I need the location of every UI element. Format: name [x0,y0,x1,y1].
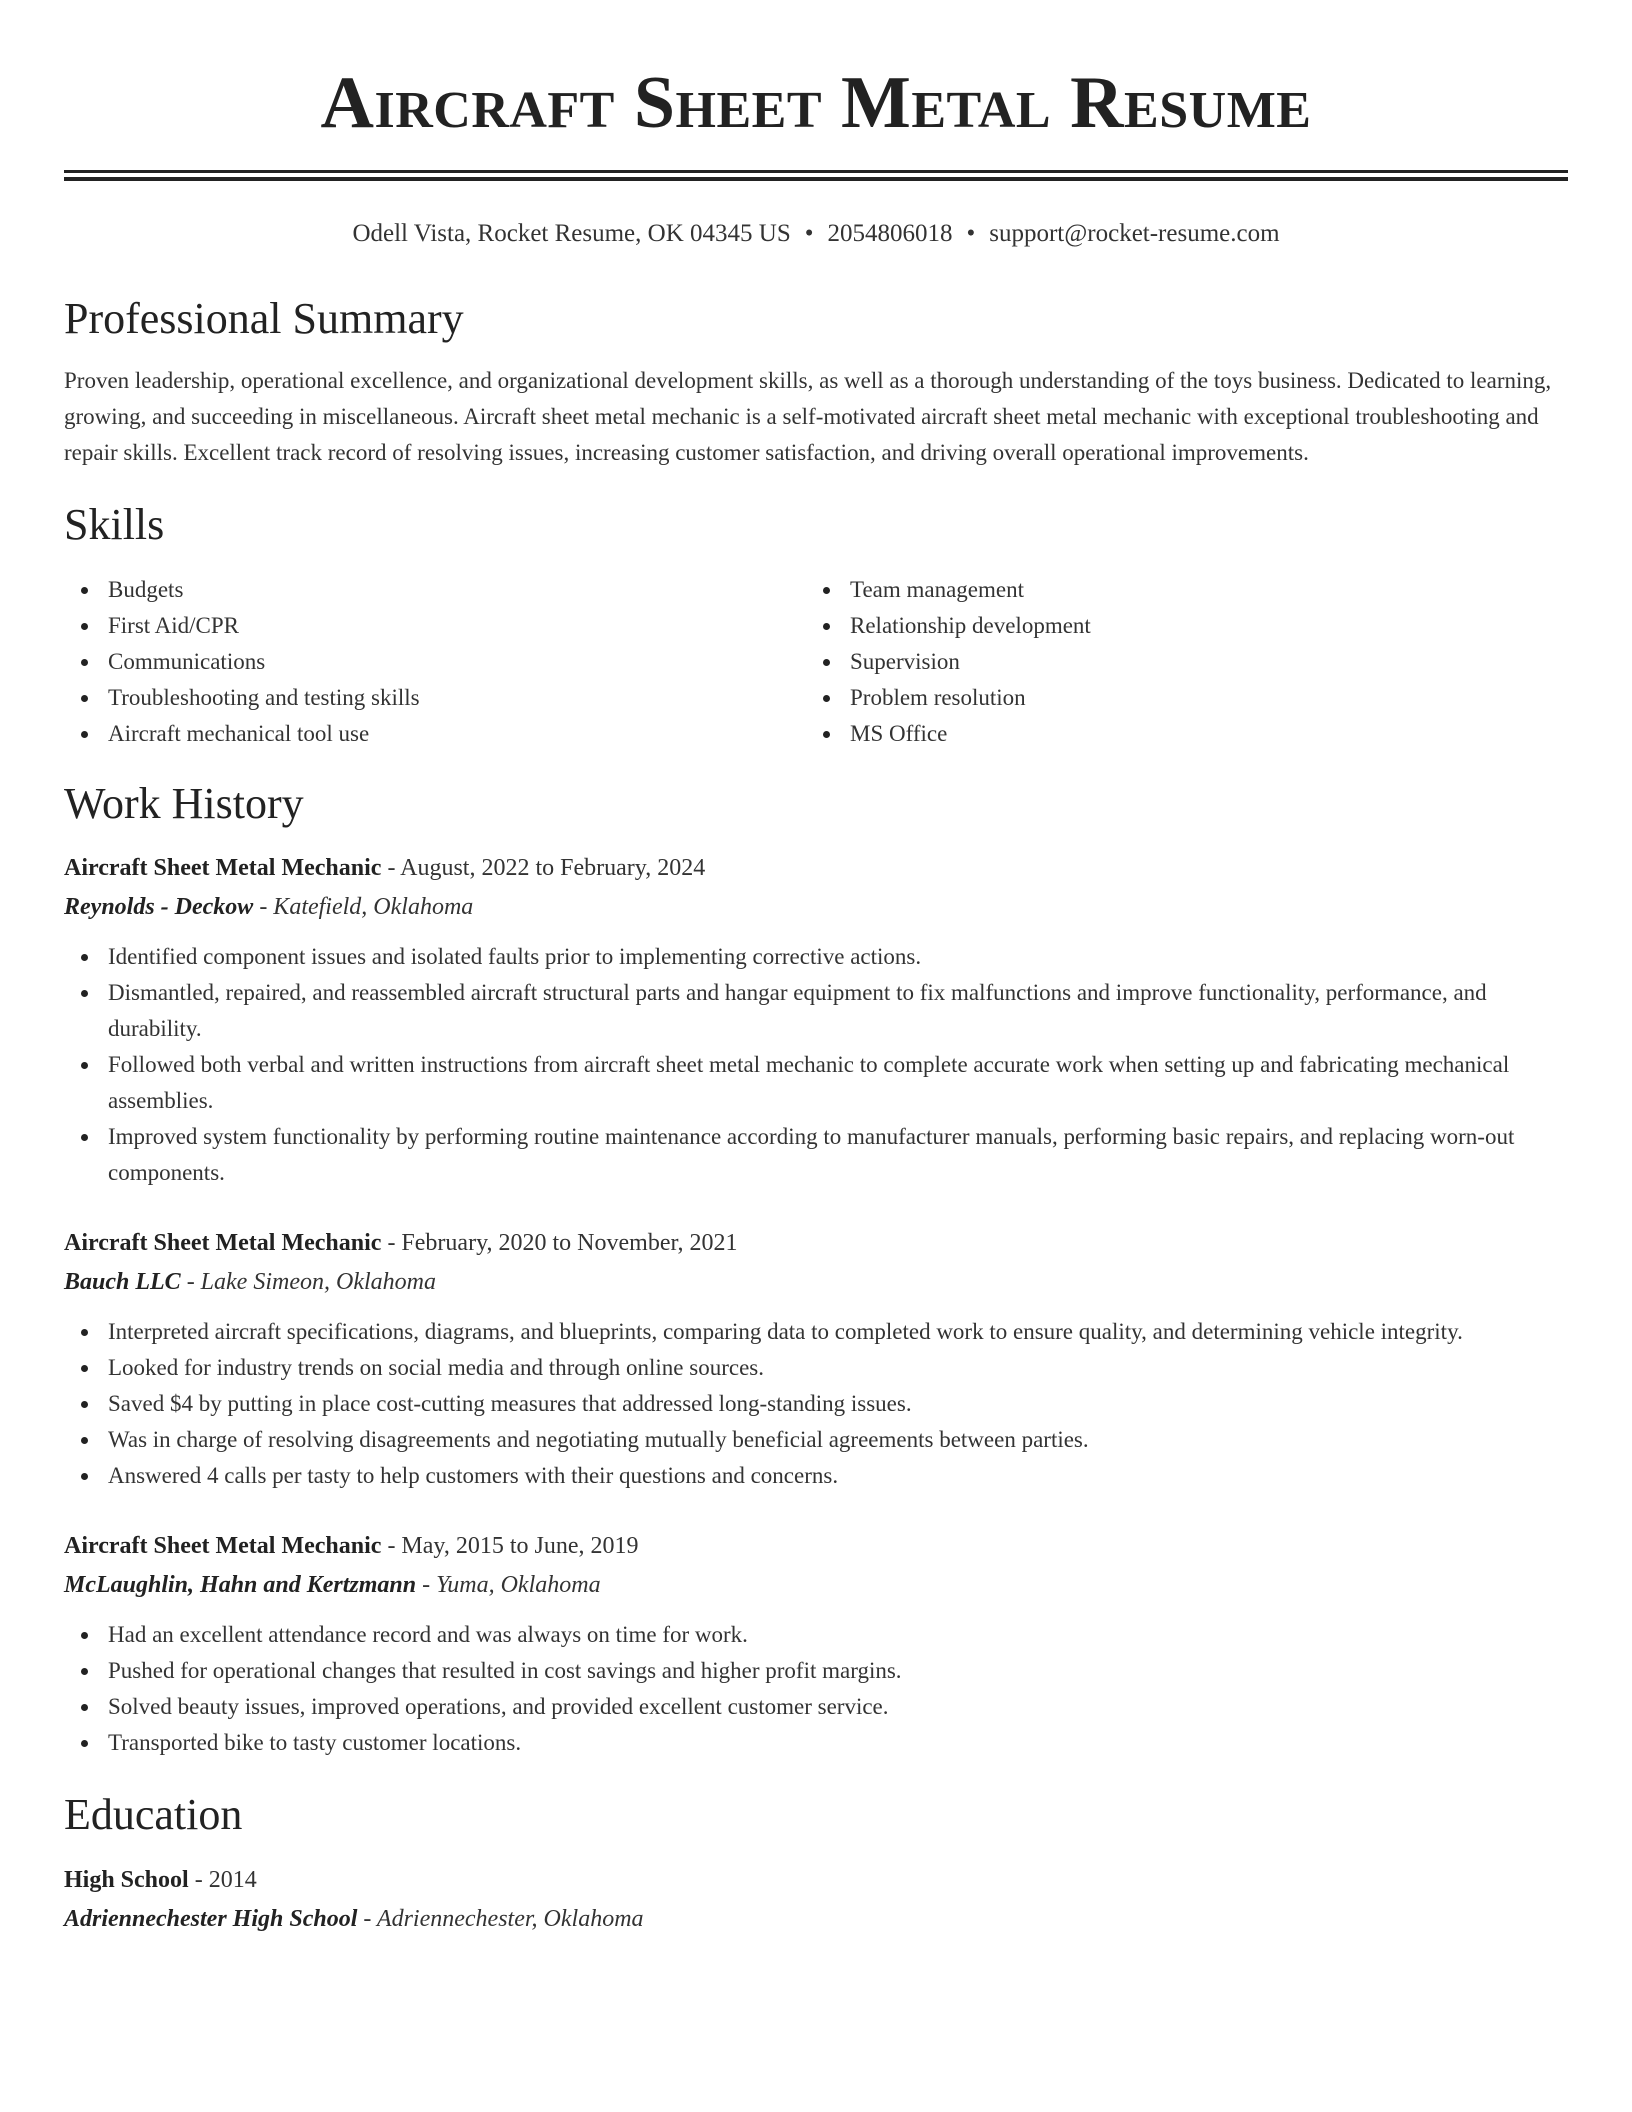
skill-item: Communications [64,644,806,680]
job-bullets [64,939,1568,1191]
job-bullet: Was in charge of resolving disagreements and negotiating mutually beneficial agreements between parties. [64,1422,1568,1458]
summary-heading: Professional Summary [64,294,464,343]
degree-name: High School [64,1866,189,1893]
skills-list-right [806,572,1548,752]
skill-item: Troubleshooting and testing skills [64,680,806,716]
contact-separator: • [804,220,814,247]
company-line [64,889,1568,925]
company-location: - Lake Simeon, Oklahoma [180,1269,436,1296]
contact-email: support@rocket-resume.com [989,220,1280,247]
job-bullets [64,1617,1568,1761]
contact-address: Odell Vista, Rocket Resume, OK 04345 US [352,220,791,247]
job-bullet: Interpreted aircraft specifications, diagrams, and blueprints, comparing data to completed work to ensure quality, and determining vehicle integrity. [64,1314,1568,1350]
title-divider [64,170,1568,181]
contact-line [64,219,1568,249]
contact-separator: • [966,220,976,247]
school-location: - Adriennechester, Oklahoma [357,1905,644,1932]
resume-title: Aircraft Sheet Metal Resume [320,62,1312,144]
skill-item: Aircraft mechanical tool use [64,716,806,752]
skill-item: First Aid/CPR [64,608,806,644]
education-entry [64,1862,1568,1937]
company-location: - Yuma, Oklahoma [416,1572,601,1599]
school-name: Adriennechester High School [64,1905,358,1932]
company-line [64,1264,1568,1300]
job-title: Aircraft Sheet Metal Mechanic [64,855,382,882]
job-bullet: Identified component issues and isolated faults prior to implementing corrective actions. [64,939,1568,975]
job-bullet: Followed both verbal and written instructions from aircraft sheet metal mechanic to complete accurate work when setting up and fabricating mechanical assemblies. [64,1047,1568,1119]
skills-heading: Skills [64,500,165,550]
job-title-line [64,850,1568,886]
job-bullet: Pushed for operational changes that resulted in cost savings and higher profit margins. [64,1653,1568,1689]
skill-item: Problem resolution [806,680,1548,716]
job-bullet: Dismantled, repaired, and reassembled aircraft structural parts and hangar equipment to fix malfunctions and improve functionality, performance, and durability. [64,975,1568,1047]
contact-phone: 2054806018 [827,220,953,247]
job-bullet: Improved system functionality by performing routine maintenance according to manufacturer manuals, performing basic repairs, and replacing worn-out components. [64,1119,1568,1191]
job-entry [64,850,1568,1191]
job-bullet: Had an excellent attendance record and was always on time for work. [64,1617,1568,1653]
company-name: Bauch LLC [64,1269,181,1296]
job-bullets [64,1314,1568,1494]
job-title-line [64,1225,1568,1261]
skill-item: MS Office [806,716,1548,752]
skill-item: Budgets [64,572,806,608]
job-bullet: Answered 4 calls per tasty to help customers with their questions and concerns. [64,1458,1568,1494]
education-heading: Education [64,1790,243,1840]
company-name: Reynolds - Deckow [64,894,254,921]
job-entry [64,1225,1568,1494]
skills-list-left [64,572,806,752]
job-title-line [64,1528,1568,1564]
skill-item: Supervision [806,644,1548,680]
job-bullet: Solved beauty issues, improved operations, and provided excellent customer service. [64,1689,1568,1725]
job-dates: - August, 2022 to February, 2024 [381,855,706,882]
job-bullet: Saved $4 by putting in place cost-cutting measures that addressed long-standing issues. [64,1386,1568,1422]
job-dates: - February, 2020 to November, 2021 [381,1230,738,1257]
company-name: McLaughlin, Hahn and Kertzmann [64,1572,417,1599]
summary-text: Proven leadership, operational excellence, and organizational development skills, as well as a thorough understanding of the toys business. Dedicated to learning, growing, and succeeding in miscellaneous. Aircraft sheet metal mechanic is a self-motivated aircraft sheet metal mechanic with exceptional troubleshooting and repair skills. Excellent track record of resolving issues, increasing customer satisfaction, and driving overall operational improvements. [64,368,1552,466]
skill-item: Team management [806,572,1548,608]
skills-columns [64,572,1568,752]
job-dates: - May, 2015 to June, 2019 [381,1533,639,1560]
job-entry [64,1528,1568,1761]
job-title: Aircraft Sheet Metal Mechanic [64,1533,382,1560]
company-location: - Katefield, Oklahoma [253,894,474,921]
degree-line [64,1862,1568,1898]
company-line [64,1567,1568,1603]
job-bullet: Transported bike to tasty customer locations. [64,1725,1568,1761]
degree-year: - 2014 [188,1866,257,1893]
job-title: Aircraft Sheet Metal Mechanic [64,1230,382,1257]
school-line [64,1901,1568,1937]
work-history-heading: Work History [64,778,304,828]
job-bullet: Looked for industry trends on social media and through online sources. [64,1350,1568,1386]
skill-item: Relationship development [806,608,1548,644]
